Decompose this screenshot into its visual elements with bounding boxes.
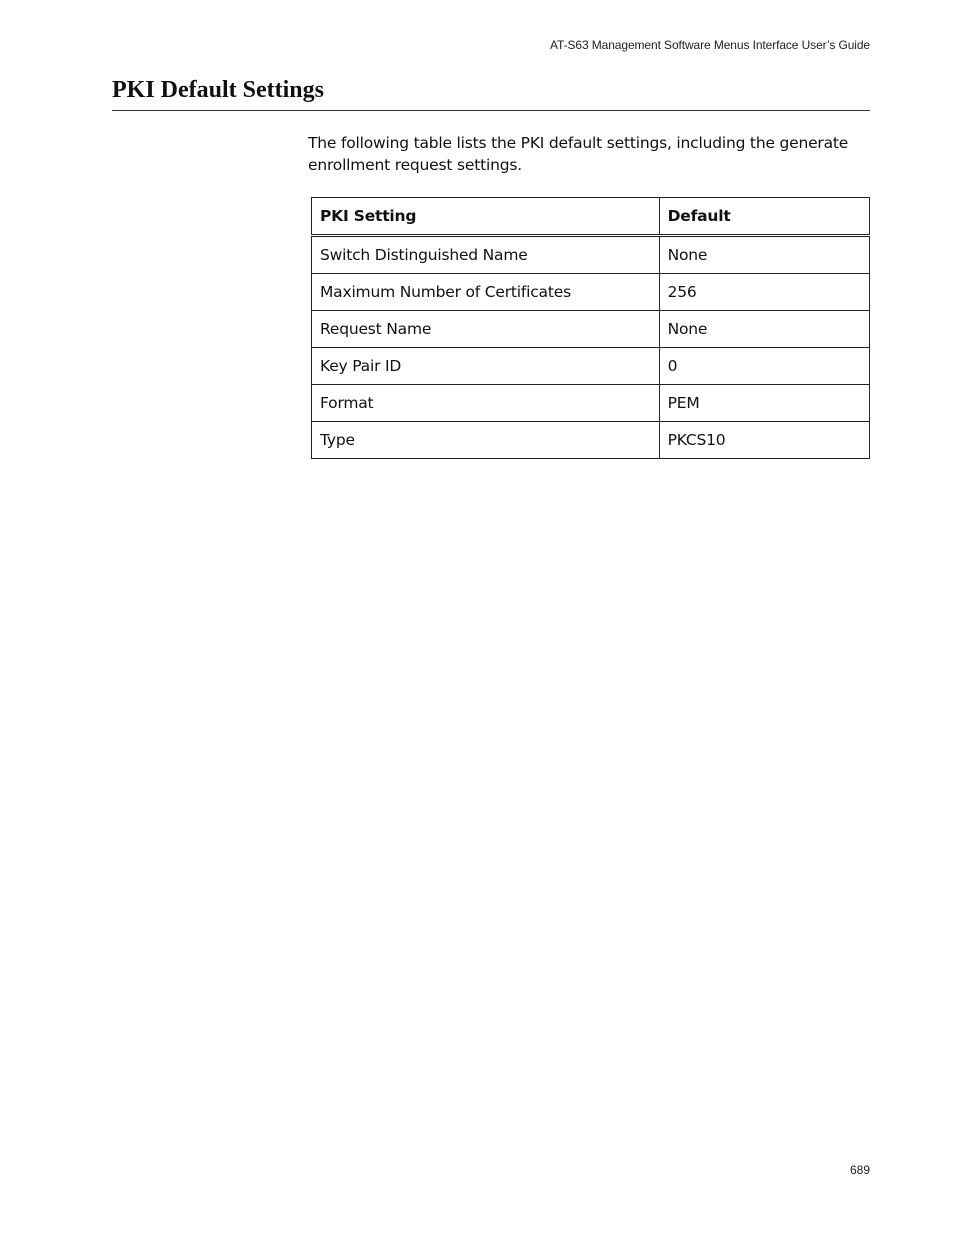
title-rule <box>112 110 870 111</box>
default-cell: 256 <box>659 274 869 311</box>
intro-paragraph: The following table lists the PKI default settings, including the generate enrollment request settings. <box>308 134 849 174</box>
default-cell: PEM <box>659 385 869 422</box>
table-row <box>312 274 870 311</box>
table-row <box>312 236 870 274</box>
default-cell: PKCS10 <box>659 422 869 459</box>
running-header: AT-S63 Management Software Menus Interface User’s Guide <box>550 38 870 52</box>
table-header-row <box>312 198 870 236</box>
default-cell: None <box>659 236 869 274</box>
column-header-setting: PKI Setting <box>312 198 660 236</box>
table-row <box>312 348 870 385</box>
page-number: 689 <box>849 1163 870 1177</box>
setting-cell: Key Pair ID <box>312 348 660 385</box>
default-cell: None <box>659 311 869 348</box>
default-cell: 0 <box>659 348 869 385</box>
setting-cell: Request Name <box>312 311 660 348</box>
table-row <box>312 422 870 459</box>
table-row <box>312 385 870 422</box>
setting-cell: Maximum Number of Certificates <box>312 274 660 311</box>
column-header-default: Default <box>659 198 869 236</box>
setting-cell: Type <box>312 422 660 459</box>
section-title: PKI Default Settings <box>112 77 324 103</box>
pki-defaults-table <box>311 197 870 459</box>
table-row <box>312 311 870 348</box>
setting-cell: Format <box>312 385 660 422</box>
setting-cell: Switch Distinguished Name <box>312 236 660 274</box>
